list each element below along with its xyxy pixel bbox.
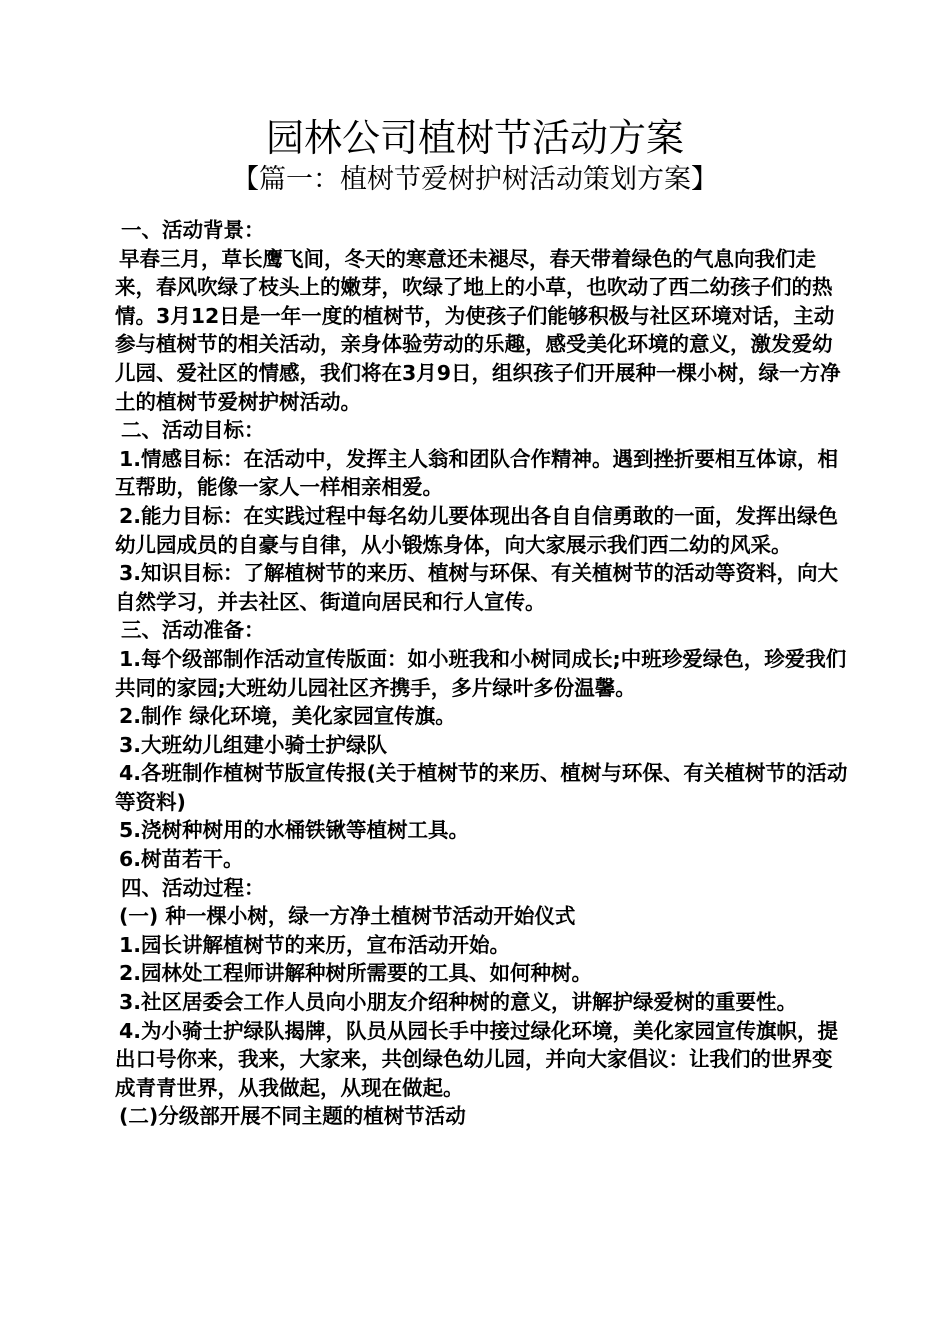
section-heading-goals: 二、活动目标：	[121, 418, 265, 443]
list-item-process-3: 3.社区居委会工作人员向小朋友介绍种树的意义，讲解护绿爱树的重要性。	[119, 990, 798, 1015]
list-item-goal-knowledge: 3.知识目标：了解植树节的来历、植树与环保、有关植树节的活动等资料，向大自然学习，并去社区、街道向居民和行人宣传。	[115, 561, 839, 614]
list-item-process-4: 4.为小骑士护绿队揭牌，队员从园长手中接过绿化环境，美化家园宣传旗帜，提出口号你来，我来，大家来，共创绿色幼儿园，并向大家倡议：让我们的世界变成青青世界，从我做起，从现在做起。	[115, 1018, 839, 1100]
subsection-heading-grade-activities: (二)分级部开展不同主题的植树节活动	[119, 1104, 466, 1129]
section-heading-background: 一、活动背景：	[121, 218, 265, 242]
document-title: 园林公司植树节活动方案	[265, 116, 684, 160]
paragraph-background: 早春三月，草长鹰飞间，冬天的寒意还未褪尽，春天带着绿色的气息向我们走来，春风吹绿了枝头上的嫩芽，吹绿了地上的小草，也吹动了西二幼孩子们的热情。3月12日是一年一度的植树节，为使孩子们能够积极与社区环境对话，主动参与植树节的相关活动，亲身体验劳动的乐趣，感受美化环境的意义，激发爱幼儿园、爱社区的情感，我们将在3月9日，组织孩子们开展种一棵小树，绿一方净土的植树节爱树护树活动。	[115, 246, 841, 414]
document-subtitle: 【篇一：植树节爱树护树活动策划方案】	[232, 164, 718, 195]
list-item-prep-2: 2.制作 绿化环境，美化家园宣传旗。	[119, 704, 456, 729]
list-item-prep-5: 5.浇树种树用的水桶铁锹等植树工具。	[119, 818, 470, 843]
section-heading-process: 四、活动过程：	[121, 875, 265, 900]
document-body	[115, 216, 850, 1131]
list-item-prep-6: 6.树苗若干。	[119, 847, 244, 872]
list-item-prep-3: 3.大班幼儿组建小骑士护绿队	[119, 732, 388, 757]
subsection-heading-ceremony: (一) 种一棵小树，绿一方净土植树节活动开始仪式	[119, 904, 576, 929]
section-heading-preparation: 三、活动准备：	[121, 618, 265, 643]
list-item-goal-ability: 2.能力目标：在实践过程中每名幼儿要体现出各自自信勇敢的一面，发挥出绿色幼儿园成员的自豪与自律，从小锻炼身体，向大家展示我们西二幼的风采。	[115, 503, 839, 557]
list-item-process-1: 1.园长讲解植树节的来历，宣布活动开始。	[119, 932, 511, 957]
list-item-process-2: 2.园林处工程师讲解种树所需要的工具、如何种树。	[119, 961, 593, 986]
list-item-prep-1: 1.每个级部制作活动宣传版面：如小班我和小树同成长;中班珍爱绿色，珍爱我们共同的家园;大班幼儿园社区齐携手，多片绿叶多份温馨。	[115, 646, 847, 700]
list-item-goal-emotion: 1.情感目标：在活动中，发挥主人翁和团队合作精神。遇到挫折要相互体谅，相互帮助，能像一家人一样相亲相爱。	[115, 446, 839, 500]
list-item-prep-4: 4.各班制作植树节版宣传报(关于植树节的来历、植树与环保、有关植树节的活动等资料)	[115, 761, 848, 814]
